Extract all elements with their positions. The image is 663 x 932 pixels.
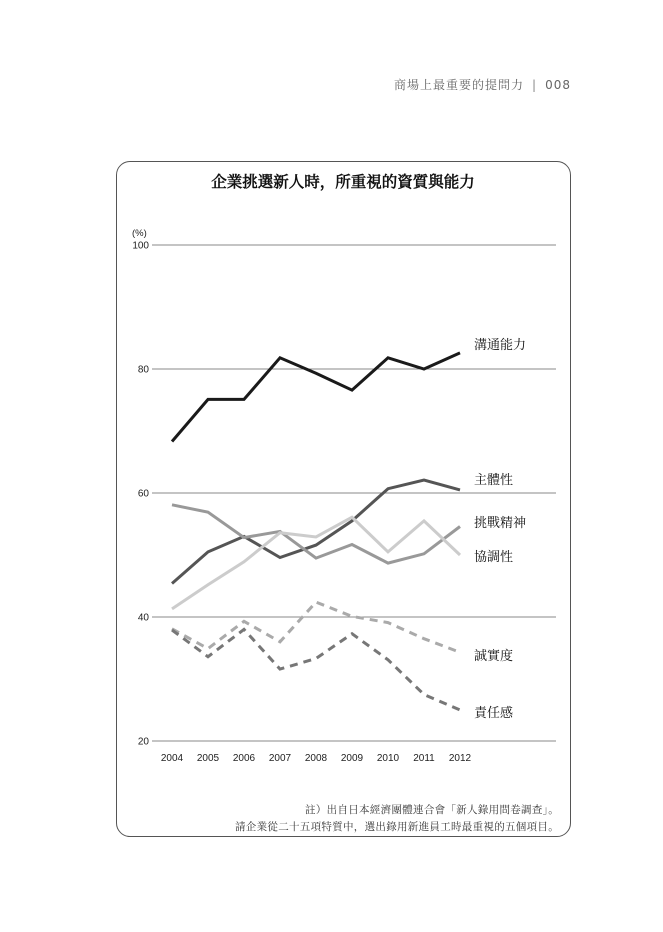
y-tick-40: 40 xyxy=(137,612,149,624)
series-line-4 xyxy=(172,602,460,652)
page-number: 008 xyxy=(545,78,571,92)
y-tick-60: 60 xyxy=(137,488,149,500)
series-label-4: 誠實度 xyxy=(474,649,514,664)
series-line-0 xyxy=(172,353,460,442)
x-tick-2012: 2012 xyxy=(448,753,472,764)
series-label-0: 溝通能力 xyxy=(474,338,527,353)
x-tick-2004: 2004 xyxy=(160,753,184,764)
series-line-1 xyxy=(172,480,460,584)
series-line-3 xyxy=(172,517,460,609)
y-axis-unit: (%) xyxy=(132,228,147,239)
y-tick-100: 100 xyxy=(132,240,149,252)
chart-title: 企業挑選新人時，所重視的資質與能力 xyxy=(211,173,475,191)
series-labels xyxy=(474,337,526,721)
series-label-1: 主體性 xyxy=(474,473,514,488)
series-label-3: 協調性 xyxy=(474,550,514,565)
series-lines xyxy=(172,353,460,710)
y-tick-80: 80 xyxy=(137,364,149,376)
x-tick-2010: 2010 xyxy=(376,753,400,764)
y-tick-20: 20 xyxy=(137,736,149,748)
gridlines xyxy=(152,245,556,741)
x-tick-2006: 2006 xyxy=(232,753,256,764)
x-tick-2007: 2007 xyxy=(268,753,292,764)
series-line-5 xyxy=(172,629,460,710)
source-note: 註）出自日本經濟團體連合會「新人錄用問卷調查」。 xyxy=(305,804,559,816)
series-label-5: 責任感 xyxy=(474,706,514,721)
x-tick-2009: 2009 xyxy=(340,753,364,764)
x-tick-2011: 2011 xyxy=(413,753,435,764)
x-tick-labels xyxy=(161,753,472,764)
x-tick-2005: 2005 xyxy=(196,753,220,764)
x-tick-2008: 2008 xyxy=(304,753,328,764)
header-separator: | xyxy=(532,78,538,92)
method-note: 請企業從二十五項特質中，選出錄用新進員工時最重視的五個項目。 xyxy=(235,821,559,833)
book-title: 商場上最重要的提問力 xyxy=(394,78,525,92)
y-tick-labels xyxy=(132,241,149,748)
series-line-2 xyxy=(172,505,460,563)
series-label-2: 挑戰精神 xyxy=(474,516,527,531)
